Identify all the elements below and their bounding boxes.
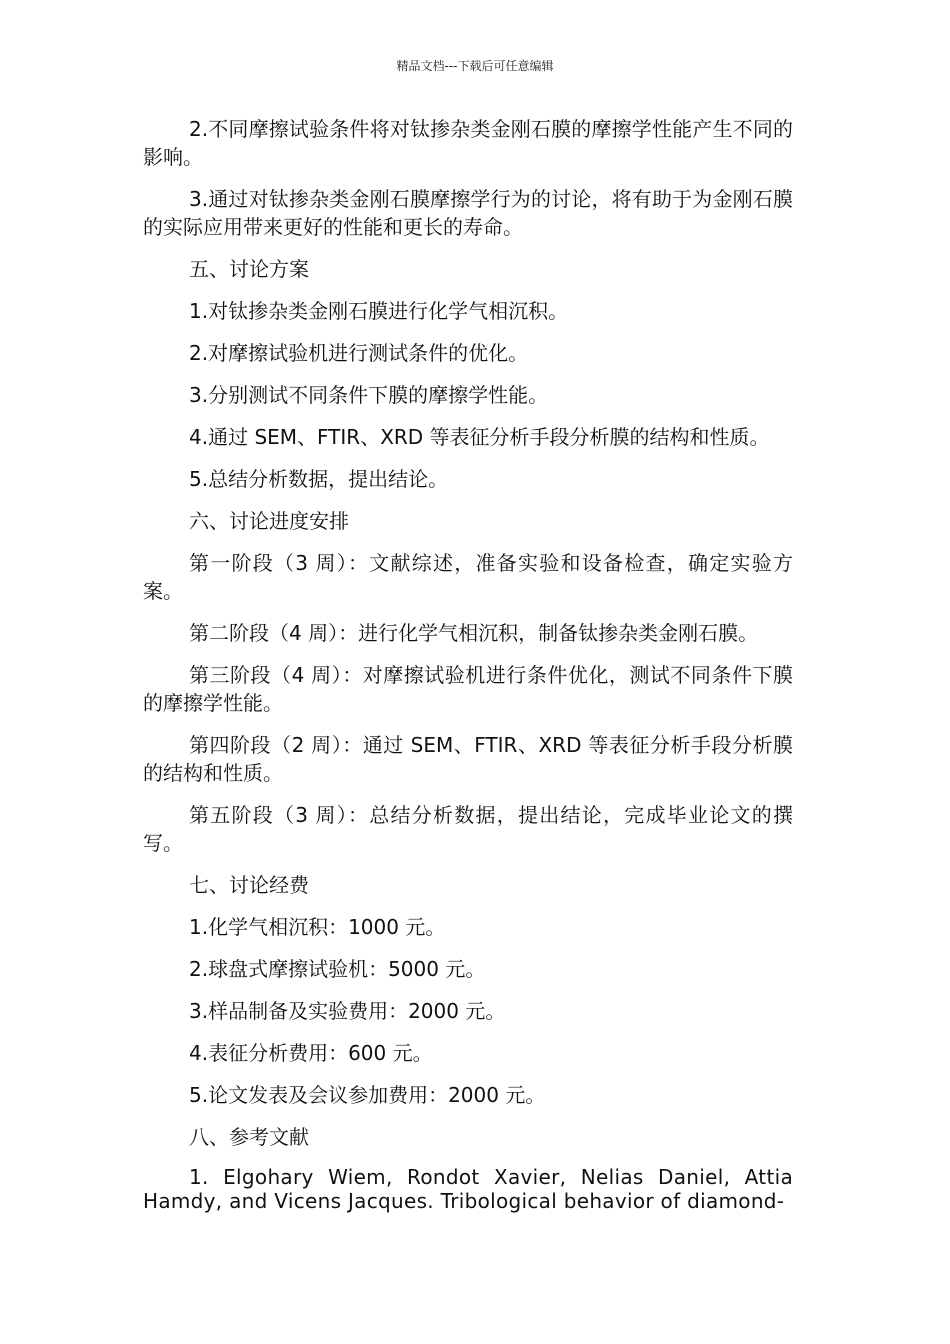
section-heading-budget: 七、讨论经费 bbox=[189, 873, 309, 897]
section-heading-plan: 五、讨论方案 bbox=[189, 257, 309, 281]
paragraph-plan-5: 5.总结分析数据，提出结论。 bbox=[189, 467, 449, 491]
reference-item-1: 1. Elgohary Wiem, Rondot Xavier, Nelias Daniel, Attia Hamdy, and Vicens Jacques. Tribological behavior of diamond- bbox=[143, 1165, 793, 1213]
paragraph-stage-2: 第二阶段（4 周）：进行化学气相沉积，制备钛掺杂类金刚石膜。 bbox=[189, 621, 759, 645]
page-header: 精品文档---下载后可任意编辑 bbox=[396, 59, 554, 73]
section-heading-references: 八、参考文献 bbox=[189, 1125, 309, 1149]
paragraph-budget-3: 3.样品制备及实验费用：2000 元。 bbox=[189, 999, 506, 1023]
paragraph-budget-5: 5.论文发表及会议参加费用：2000 元。 bbox=[189, 1083, 546, 1107]
paragraph-objective-2: 2.不同摩擦试验条件将对钛掺杂类金刚石膜的摩擦学性能产生不同的影响。 bbox=[143, 117, 793, 169]
paragraph-objective-3: 3.通过对钛掺杂类金刚石膜摩擦学行为的讨论，将有助于为金刚石膜的实际应用带来更好的性能和更长的寿命。 bbox=[143, 187, 793, 239]
paragraph-plan-1: 1.对钛掺杂类金刚石膜进行化学气相沉积。 bbox=[189, 299, 569, 323]
paragraph-stage-4: 第四阶段（2 周）：通过 SEM、FTIR、XRD 等表征分析手段分析膜的结构和性质。 bbox=[143, 733, 793, 785]
paragraph-budget-1: 1.化学气相沉积：1000 元。 bbox=[189, 915, 446, 939]
paragraph-stage-5: 第五阶段（3 周）：总结分析数据，提出结论，完成毕业论文的撰写。 bbox=[143, 803, 793, 855]
paragraph-stage-3: 第三阶段（4 周）：对摩擦试验机进行条件优化，测试不同条件下膜的摩擦学性能。 bbox=[143, 663, 793, 715]
paragraph-plan-3: 3.分别测试不同条件下膜的摩擦学性能。 bbox=[189, 383, 549, 407]
document-body bbox=[143, 115, 793, 1227]
paragraph-budget-2: 2.球盘式摩擦试验机：5000 元。 bbox=[189, 957, 486, 981]
paragraph-stage-1: 第一阶段（3 周）：文献综述，准备实验和设备检查，确定实验方案。 bbox=[143, 551, 793, 603]
paragraph-plan-4: 4.通过 SEM、FTIR、XRD 等表征分析手段分析膜的结构和性质。 bbox=[189, 425, 770, 449]
paragraph-plan-2: 2.对摩擦试验机进行测试条件的优化。 bbox=[189, 341, 529, 365]
section-heading-schedule: 六、讨论进度安排 bbox=[189, 509, 349, 533]
paragraph-budget-4: 4.表征分析费用：600 元。 bbox=[189, 1041, 433, 1065]
